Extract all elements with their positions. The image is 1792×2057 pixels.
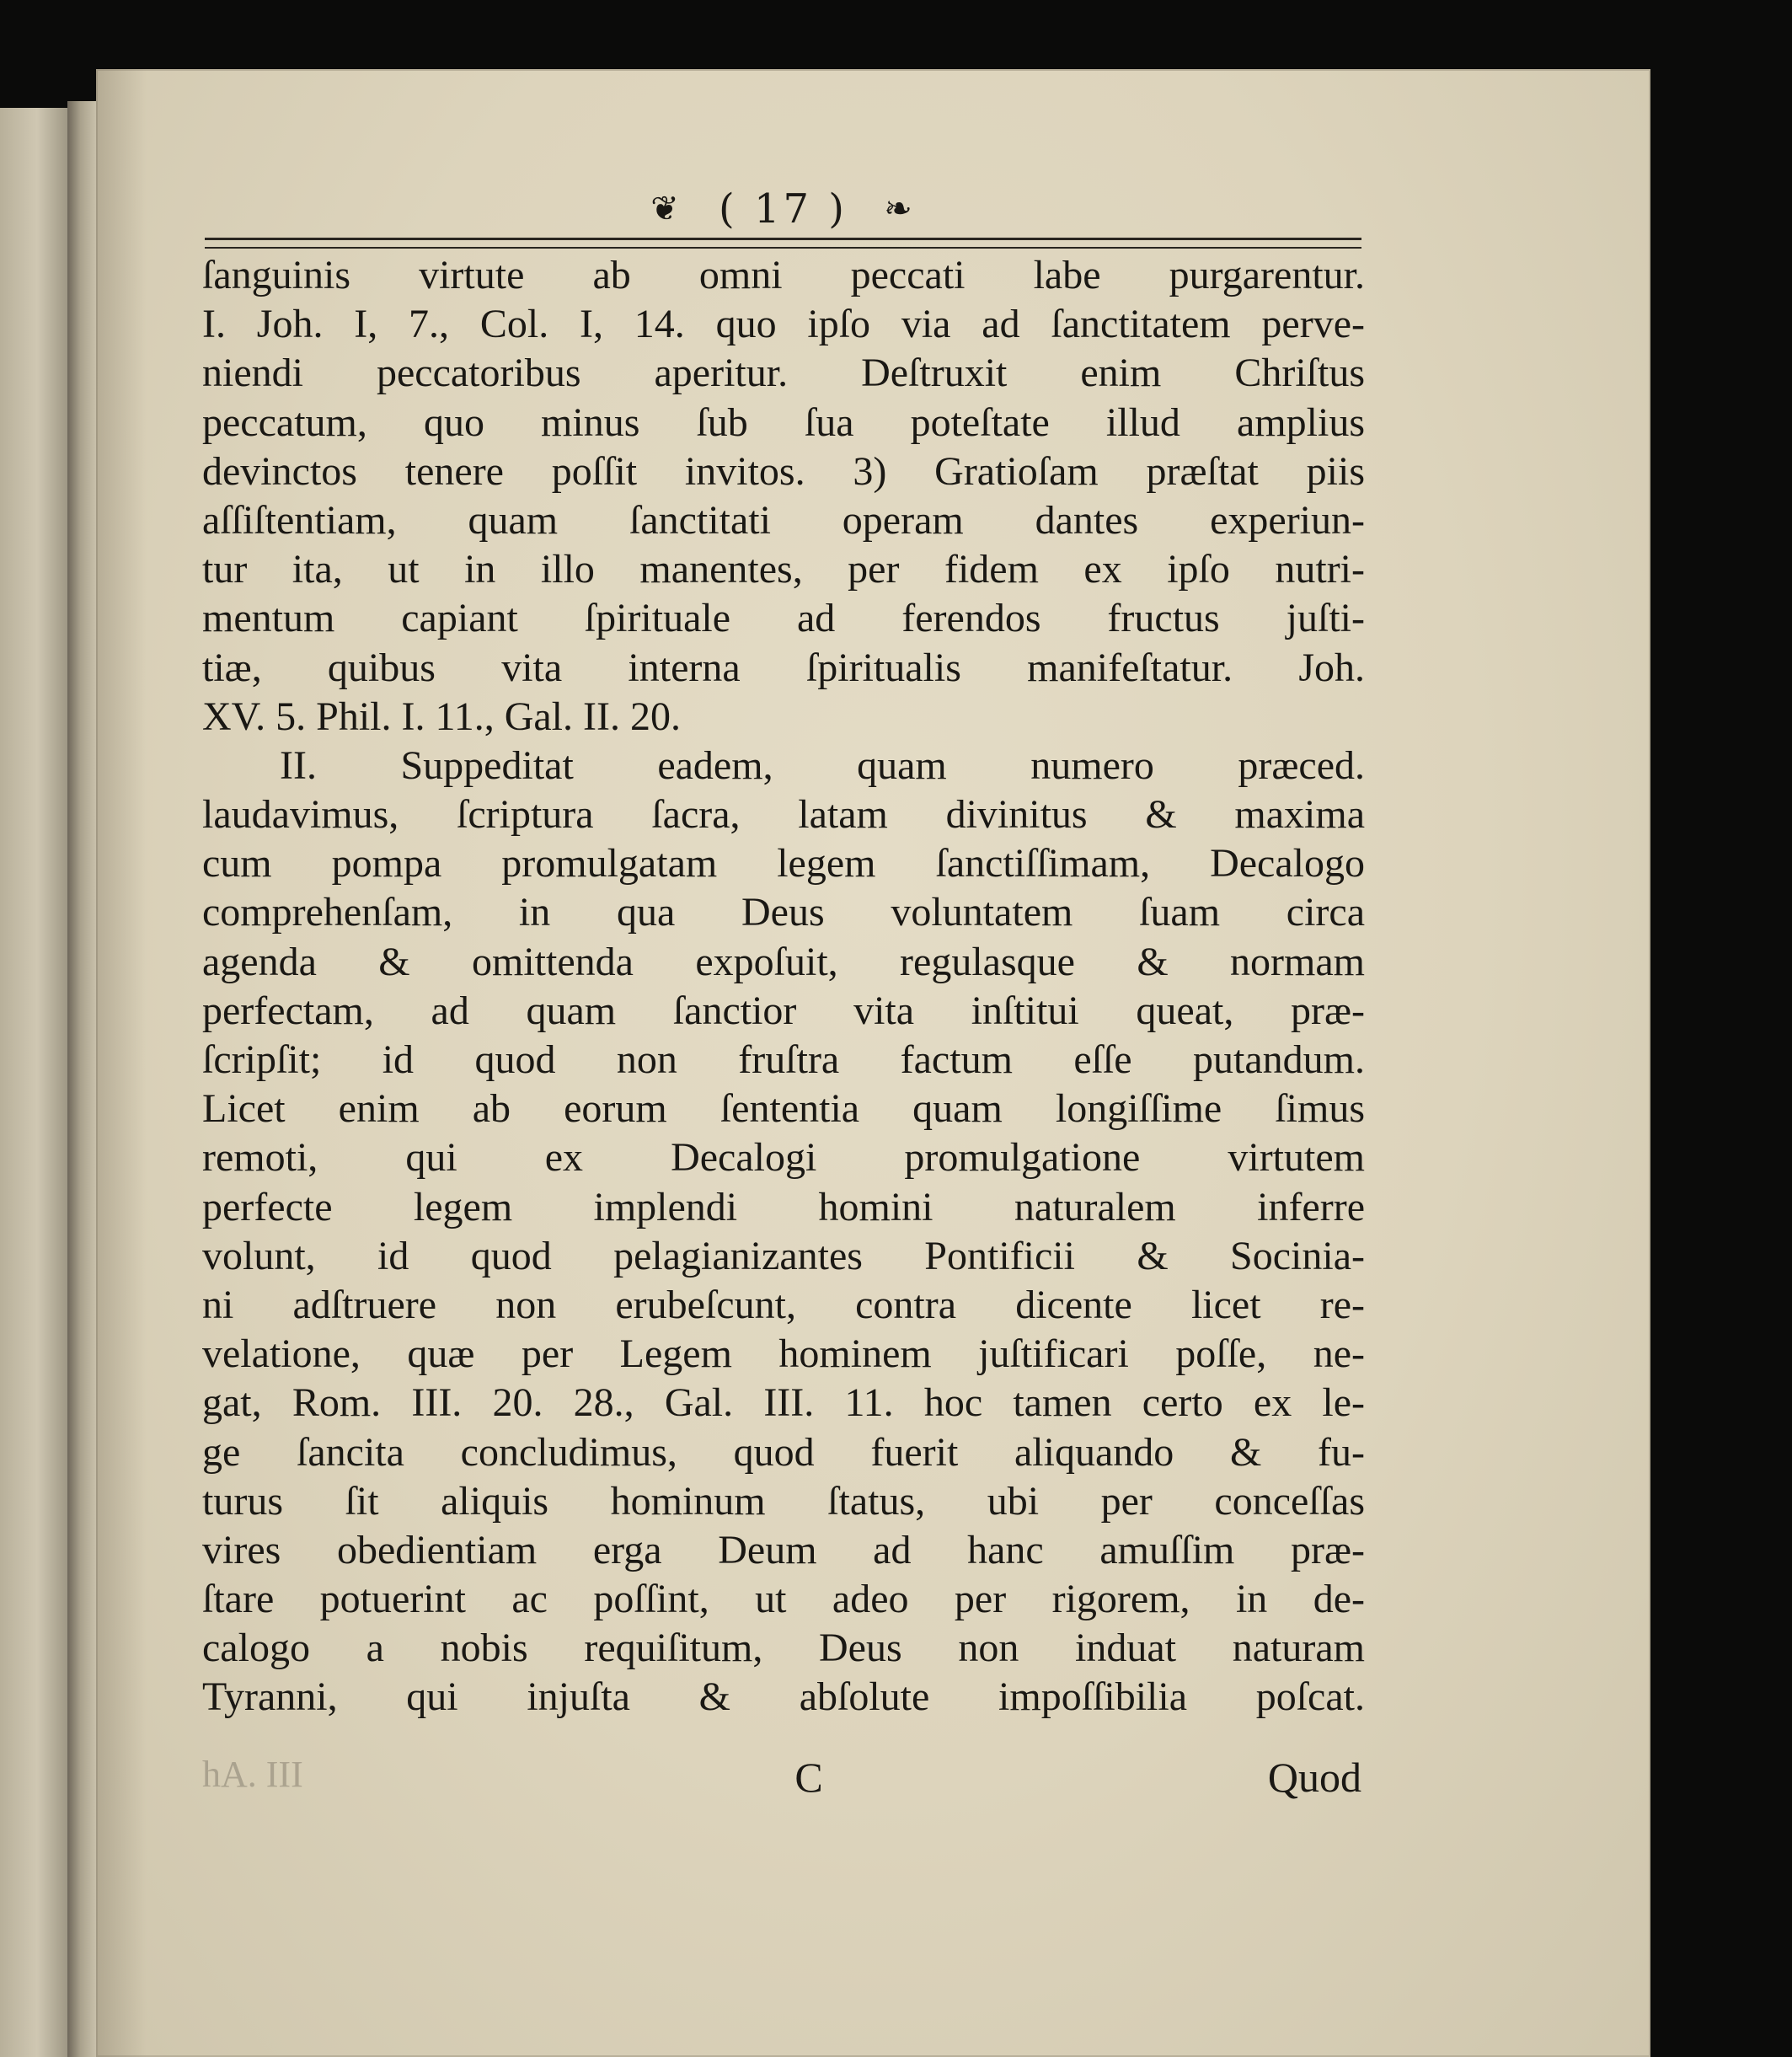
text-line: ſanguinis virtute ab omni peccati labe purgarentur. bbox=[202, 253, 1365, 297]
catchword: Quod bbox=[1267, 1754, 1361, 1801]
text-line: gat, Rom. III. 20. 28., Gal. III. 11. hoc tamen certo ex le- bbox=[202, 1380, 1365, 1426]
text-line: ni adſtruere non erubeſcunt, contra dicente licet re- bbox=[202, 1282, 1365, 1327]
text-line: ſcripſit; id quod non fruſtra factum eſſe putandum. bbox=[202, 1037, 1365, 1082]
header-row bbox=[205, 182, 1361, 233]
page-curve-shadow bbox=[96, 69, 147, 2057]
text-line: tur ita, ut in illo manentes, per fidem ex ipſo nutri- bbox=[202, 547, 1365, 592]
ornament-left-icon: ❦ bbox=[650, 189, 682, 228]
text-line: II. Suppeditat eadem, quam numero præced. bbox=[280, 742, 1365, 788]
text-line: velatione, quæ per Legem hominem juſtificari poſſe, ne- bbox=[202, 1331, 1365, 1377]
text-line: cum pompa promulgatam legem ſanctiſſimam, Decalogo bbox=[202, 841, 1365, 887]
ornament-right-icon: ❧ bbox=[884, 189, 916, 228]
signature-mark: C bbox=[794, 1754, 823, 1801]
header-rule bbox=[205, 238, 1361, 249]
bleed-through-text: hA. III bbox=[202, 1754, 303, 1795]
text-line: agenda & omittenda expoſuit, regulasque & normam bbox=[202, 939, 1365, 984]
text-line: I. Joh. I, 7., Col. I, 14. quo ipſo via ad ſanctitatem perve- bbox=[202, 302, 1365, 347]
text-line: niendi peccatoribus aperitur. Deſtruxit enim Chriſtus bbox=[202, 351, 1365, 396]
text-line: remoti, qui ex Decalogi promulgatione virtutem bbox=[202, 1135, 1365, 1181]
text-line: calogo a nobis requiſitum, Deus non induat naturam bbox=[202, 1626, 1365, 1671]
text-line: vires obedientiam erga Deum ad hanc amuſſim præ- bbox=[202, 1527, 1365, 1572]
text-line: perfecte legem implendi homini naturalem inferre bbox=[202, 1184, 1365, 1229]
running-header bbox=[205, 157, 1361, 249]
text-line: perfectam, ad quam ſanctior vita inſtitui queat, præ- bbox=[202, 988, 1365, 1033]
text-line: devinctos tenere poſſit invitos. 3) Gratioſam præſtat piis bbox=[202, 448, 1365, 494]
text-line: Tyranni, qui injuſta & abſolute impoſſibilia poſcat. bbox=[202, 1674, 1365, 1720]
text-line: ge ſancita concludimus, quod fuerit aliquando & fu- bbox=[202, 1429, 1365, 1475]
previous-page-edge bbox=[0, 108, 67, 2057]
body-text bbox=[202, 251, 1365, 1722]
text-line: laudavimus, ſcriptura ſacra, latam divinitus & maxima bbox=[202, 792, 1365, 838]
page-number: ( 17 ) bbox=[718, 185, 848, 233]
text-line: XV. 5. Phil. I. 11., Gal. II. 20. bbox=[202, 694, 681, 739]
text-line: Licet enim ab eorum ſententia quam longiſſime ſimus bbox=[202, 1086, 1365, 1132]
text-line: turus ſit aliquis hominum ſtatus, ubi per conceſſas bbox=[202, 1478, 1365, 1524]
text-line: ſtare potuerint ac poſſint, ut adeo per rigorem, in de- bbox=[202, 1577, 1365, 1622]
text-line: volunt, id quod pelagianizantes Pontificii & Socinia- bbox=[202, 1233, 1365, 1278]
text-line: tiæ, quibus vita interna ſpiritualis manifeſtatur. Joh. bbox=[202, 645, 1365, 690]
book-gutter bbox=[67, 101, 96, 2057]
text-line: peccatum, quo minus ſub ſua poteſtate illud amplius bbox=[202, 399, 1365, 445]
text-line: comprehenſam, in qua Deus voluntatem ſuam circa bbox=[202, 890, 1365, 935]
text-line: mentum capiant ſpirituale ad ferendos fructus juſti- bbox=[202, 596, 1365, 641]
catchword-line bbox=[202, 1753, 1365, 1812]
text-line: aſſiſtentiam, quam ſanctitati operam dantes experiun- bbox=[202, 497, 1365, 543]
